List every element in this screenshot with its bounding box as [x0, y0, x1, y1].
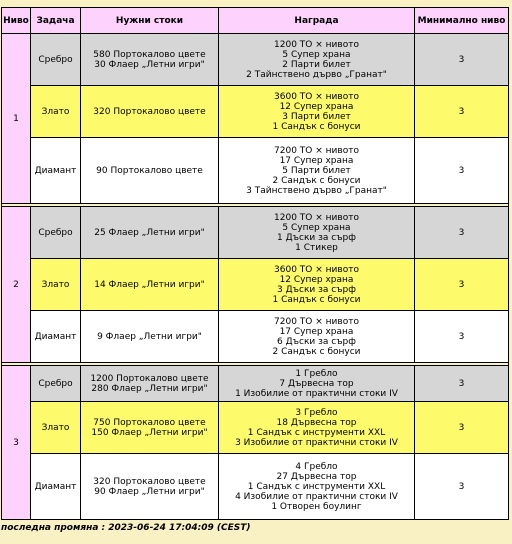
min-level-cell: 3: [415, 86, 509, 138]
reward-cell: [219, 34, 415, 86]
reward-line: 3 Тайнствено дърво „Гранат": [246, 185, 387, 196]
reward-line: 17 Супер храна: [279, 155, 354, 166]
reward-cell: [219, 259, 415, 311]
header-min-level: Минимално ниво: [415, 8, 509, 34]
reward-line: 3600 ТО × нивото: [274, 264, 359, 275]
reward-cell: [219, 366, 415, 402]
table-row: [2, 259, 509, 311]
reward-line: 12 Супер храна: [279, 101, 354, 112]
min-level-cell: 3: [415, 311, 509, 363]
goods-line: 90 Портокалово цвете: [96, 165, 203, 176]
task-cell: Злато: [31, 402, 81, 454]
min-level-cell: 3: [415, 138, 509, 204]
goods-line: 320 Портокалово цвете: [93, 476, 206, 487]
task-cell: Злато: [31, 86, 81, 138]
reward-line: 1 Стикер: [295, 242, 338, 253]
reward-line: 5 Супер храна: [282, 222, 351, 233]
table-body: [2, 34, 509, 520]
reward-line: 3 Парти билет: [282, 111, 351, 122]
min-level-cell: 3: [415, 402, 509, 454]
table-row: [2, 454, 509, 520]
level-cell: 3: [2, 366, 31, 520]
table-row: [2, 402, 509, 454]
goods-line: 30 Флаер „Летни игри": [94, 59, 205, 70]
reward-line: 7 Дървесна тор: [279, 378, 354, 389]
task-cell: Диамант: [31, 454, 81, 520]
min-level-cell: 3: [415, 366, 509, 402]
reward-line: 1 Отворен боулинг: [271, 501, 362, 512]
reward-line: 2 Сандък с бонуси: [272, 175, 361, 186]
reward-line: 3 Гребло: [295, 407, 338, 418]
goods-line: 14 Флаер „Летни игри": [94, 279, 205, 290]
reward-line: 6 Дъски за сърф: [277, 336, 356, 347]
table-row: [2, 34, 509, 86]
reward-cell: [219, 402, 415, 454]
table-row: [2, 311, 509, 363]
table-row: [2, 366, 509, 402]
reward-line: 3600 ТО × нивото: [274, 91, 359, 102]
goods-cell: [81, 454, 219, 520]
last-modified: последна промяна : 2023-06-24 17:04:09 (CEST): [1, 523, 251, 533]
reward-line: 1200 ТО × нивото: [274, 39, 359, 50]
goods-line: 320 Портокалово цвете: [93, 106, 206, 117]
table-row: [2, 86, 509, 138]
reward-line: 12 Супер храна: [279, 274, 354, 285]
goods-cell: [81, 207, 219, 259]
reward-line: 1 Сандък с инструменти XXL: [247, 427, 386, 438]
header-row: [2, 8, 509, 34]
reward-line: 1200 ТО × нивото: [274, 212, 359, 223]
reward-line: 2 Сандък с бонуси: [272, 346, 361, 357]
reward-cell: [219, 207, 415, 259]
task-cell: Сребро: [31, 207, 81, 259]
reward-line: 4 Гребло: [295, 461, 338, 472]
reward-line: 18 Дървесна тор: [276, 417, 357, 428]
reward-line: 2 Парти билет: [282, 59, 351, 70]
reward-line: 2 Тайнствено дърво „Гранат": [246, 69, 387, 80]
min-level-cell: 3: [415, 259, 509, 311]
min-level-cell: 3: [415, 34, 509, 86]
quest-table: [1, 7, 509, 520]
goods-line: 1200 Портокалово цвете: [90, 373, 209, 384]
goods-line: 580 Портокалово цвете: [93, 49, 206, 60]
goods-line: 150 Флаер „Летни игри": [91, 427, 208, 438]
reward-cell: [219, 311, 415, 363]
reward-cell: [219, 138, 415, 204]
reward-line: 1 Гребло: [295, 368, 338, 379]
reward-line: 1 Изобилие от практични стоки IV: [235, 388, 398, 399]
reward-line: 1 Сандък с бонуси: [272, 294, 361, 305]
goods-line: 9 Флаер „Летни игри": [97, 331, 202, 342]
task-cell: Сребро: [31, 34, 81, 86]
reward-cell: [219, 454, 415, 520]
reward-line: 27 Дървесна тор: [276, 471, 357, 482]
task-cell: Злато: [31, 259, 81, 311]
header-goods: Нужни стоки: [81, 8, 219, 34]
reward-line: 5 Парти билет: [282, 165, 351, 176]
reward-line: 7200 ТО × нивото: [274, 145, 359, 156]
reward-line: 1 Дъски за сърф: [277, 232, 356, 243]
goods-line: 90 Флаер „Летни игри": [94, 486, 205, 497]
table-row: [2, 138, 509, 204]
header-level: Ниво: [2, 8, 31, 34]
goods-cell: [81, 366, 219, 402]
reward-line: 3 Изобилие от практични стоки IV: [235, 437, 398, 448]
table-row: [2, 207, 509, 259]
goods-line: 280 Флаер „Летни игри": [91, 383, 208, 394]
reward-cell: [219, 86, 415, 138]
goods-cell: [81, 34, 219, 86]
reward-line: 17 Супер храна: [279, 326, 354, 337]
reward-line: 3 Дъски за сърф: [277, 284, 356, 295]
header-task: Задача: [31, 8, 81, 34]
header-reward: Награда: [219, 8, 415, 34]
goods-cell: [81, 138, 219, 204]
reward-line: 4 Изобилие от практични стоки IV: [235, 491, 398, 502]
goods-cell: [81, 259, 219, 311]
min-level-cell: 3: [415, 207, 509, 259]
task-cell: Диамант: [31, 311, 81, 363]
goods-cell: [81, 402, 219, 454]
reward-line: 1 Сандък с инструменти XXL: [247, 481, 386, 492]
task-cell: Диамант: [31, 138, 81, 204]
goods-line: 25 Флаер „Летни игри": [94, 227, 205, 238]
task-cell: Сребро: [31, 366, 81, 402]
level-cell: 1: [2, 34, 31, 204]
reward-line: 7200 ТО × нивото: [274, 316, 359, 327]
goods-cell: [81, 311, 219, 363]
goods-line: 750 Портокалово цвете: [93, 417, 206, 428]
goods-cell: [81, 86, 219, 138]
reward-line: 5 Супер храна: [282, 49, 351, 60]
reward-line: 1 Сандък с бонуси: [272, 121, 361, 132]
level-cell: 2: [2, 207, 31, 363]
min-level-cell: 3: [415, 454, 509, 520]
